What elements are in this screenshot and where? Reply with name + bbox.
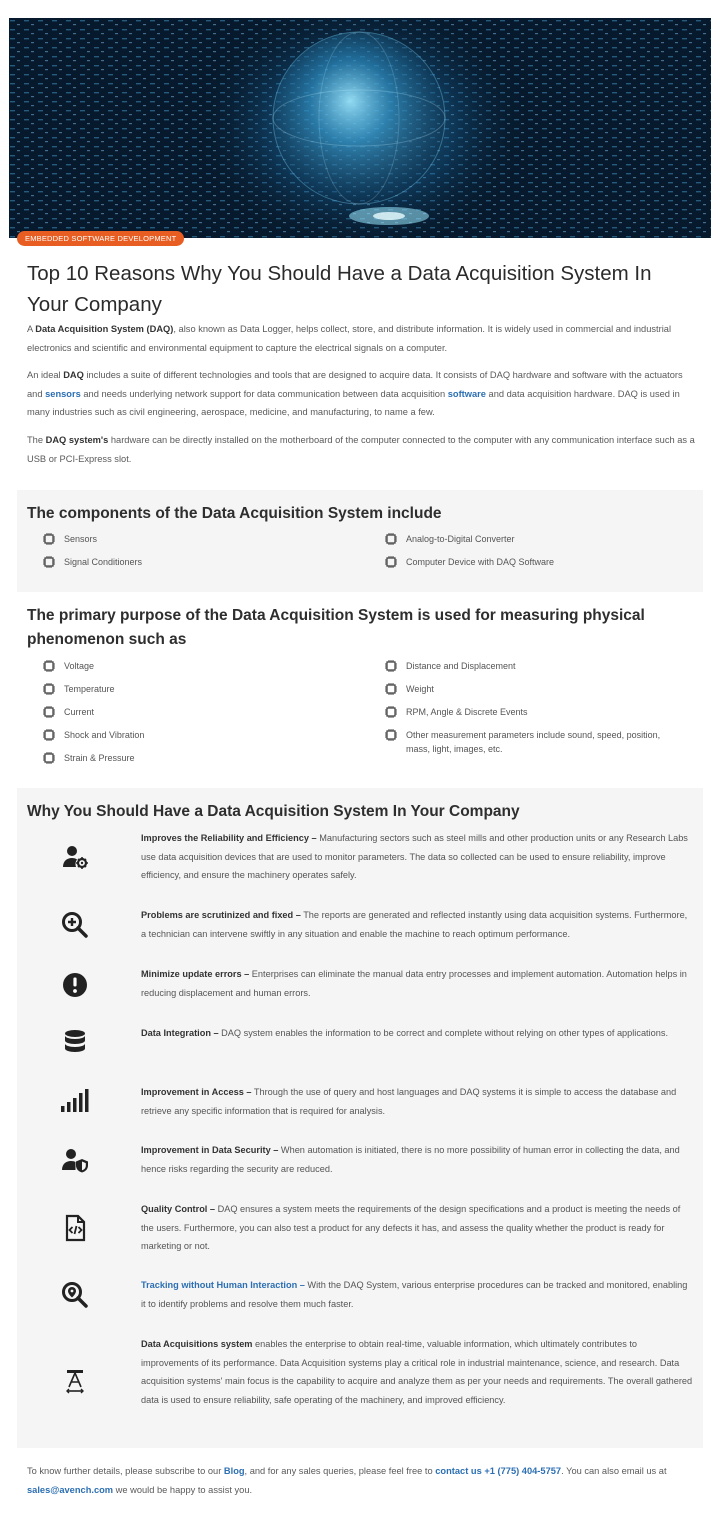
signal-bars-icon [60,1086,90,1116]
why-item-reliability: Improves the Reliability and Efficiency – Manufacturing sectors such as steel mills and other production units or any Research Labs use data acquisition devices that are used to monitor parameters. The data so collected can be used to ensure reliability, improve efficiency, and ensure the machinery operates safely. [141,833,688,880]
why-item-integration: Data Integration – DAQ system enables the information to be correct and complete without relying on other types of applications. [141,1028,669,1038]
chip-icon [42,555,56,569]
chip-icon [384,705,398,719]
list-item: Weight [384,682,684,696]
chip-icon [42,705,56,719]
chip-icon [384,532,398,546]
why-item-tracking: Tracking without Human Interaction – With the DAQ System, various enterprise procedures can be tracked and monitored, enabling it to identify problems and resolve them much faster. [141,1280,688,1309]
list-item: Temperature [42,682,342,696]
chip-icon [42,659,56,673]
intro-paragraph-2: An ideal DAQ includes a suite of different technologies and tools that are designed to acquire data. It consists of DAQ hardware and software with the actuators and sensors and needs underlying network support for data communication between data acquisition software and data acquisition hardware. DAQ is used in many industries such as civil engineering, aerospace, medicine, and manufacturing, to name a few. [27,370,683,417]
chip-icon [42,751,56,765]
search-location-icon [60,1280,90,1310]
software-link[interactable]: software [447,388,486,399]
why-item-problems: Problems are scrutinized and fixed – The reports are generated and reflected instantly using data acquisition systems. Furthermore, a technician can intervene swiftly in any situation and enable the machine to reach optimum performance. [141,910,688,939]
code-file-icon [60,1213,90,1243]
chip-icon [384,555,398,569]
list-item: Computer Device with DAQ Software [384,555,684,569]
why-item-security: Improvement in Data Security – When automation is initiated, there is no more possibility of human error in collecting the data, and hence risks regarding the security are reduced. [141,1145,680,1174]
chip-icon [384,682,398,696]
tracking-link[interactable]: Tracking without Human Interaction – [141,1280,305,1290]
intro-paragraph-3: The DAQ system's hardware can be directly installed on the motherboard of the computer connected to the computer with any communication interface such as a USB or PCI-Express slot. [27,435,695,464]
list-item: Signal Conditioners [42,555,342,569]
chip-icon [42,728,56,742]
intro-paragraph-1: A Data Acquisition System (DAQ), also known as Data Logger, helps collect, store, and distribute information. It is widely used in commercial and industrial electronics and scientific and environmental equipment to capture the electrical signals on a computer. [27,324,672,353]
category-tag[interactable]: EMBEDDED SOFTWARE DEVELOPMENT [17,231,184,246]
chip-icon [384,659,398,673]
contact-paragraph: To know further details, please subscribe to our Blog, and for any sales queries, please feel free to contact us +1 (775) 404-5757. You can also email us at sales@avench.com we would be happy to assist you. [27,1466,667,1495]
user-gear-icon [60,842,90,872]
why-item-daq-system: Data Acquisitions system enables the enterprise to obtain real-time, valuable information, which ultimately contributes to improvements of its performance. Data Acquisition systems play a critical role in industrial maintenance, science, and research. Data acquisition systems' main focus is the capability to acquire and analyze them as per your needs and requirements. The overall gathered data is used to ensure reliability, safe operating of the machinery, and improved efficiency. [141,1339,693,1405]
components-heading: The components of the Data Acquisition System include [27,505,442,522]
why-item-update-errors: Minimize update errors – Enterprises can eliminate the manual data entry processes and implement automation. Automation helps in reducing displacement and human errors. [141,969,687,998]
why-heading: Why You Should Have a Data Acquisition System In Your Company [27,803,520,820]
sensors-link[interactable]: sensors [45,388,81,399]
list-item: Other measurement parameters include sound, speed, position, mass, light, images, etc. [384,728,674,756]
database-icon [60,1027,90,1057]
chip-icon [42,532,56,546]
blog-link[interactable]: Blog [223,1466,245,1476]
list-item: Strain & Pressure [42,751,342,765]
hero-globe-image [9,18,711,238]
why-item-quality: Quality Control – DAQ ensures a system meets the requirements of the design specifications and a product is meeting the needs of the users. Furthermore, you can also test a product for any defects it has, and assess the quality whether the product is ready for marketing or not. [141,1204,681,1251]
page-title: Top 10 Reasons Why You Should Have a Data Acquisition System In Your Company [27,262,652,316]
list-item: Shock and Vibration [42,728,342,742]
exclamation-circle-icon [60,970,90,1000]
why-item-access: Improvement in Access – Through the use of query and host languages and DAQ systems it is simple to access the database and retrieve any specific information that is required for analysis. [141,1087,677,1116]
zoom-in-icon [60,910,90,940]
user-shield-icon [60,1145,90,1175]
list-item: Sensors [42,532,342,546]
purpose-heading: The primary purpose of the Data Acquisition System is used for measuring physical phenomenon such as [27,607,645,648]
chip-icon [384,728,398,742]
text-height-icon [60,1366,90,1396]
list-item: Voltage [42,659,342,673]
list-item: Current [42,705,342,719]
contact-link[interactable]: contact us +1 (775) 404-5757 [435,1466,562,1476]
email-link[interactable]: sales@avench.com [27,1484,114,1495]
chip-icon [42,682,56,696]
list-item: Distance and Displacement [384,659,684,673]
list-item: Analog-to-Digital Converter [384,532,684,546]
list-item: RPM, Angle & Discrete Events [384,705,684,719]
